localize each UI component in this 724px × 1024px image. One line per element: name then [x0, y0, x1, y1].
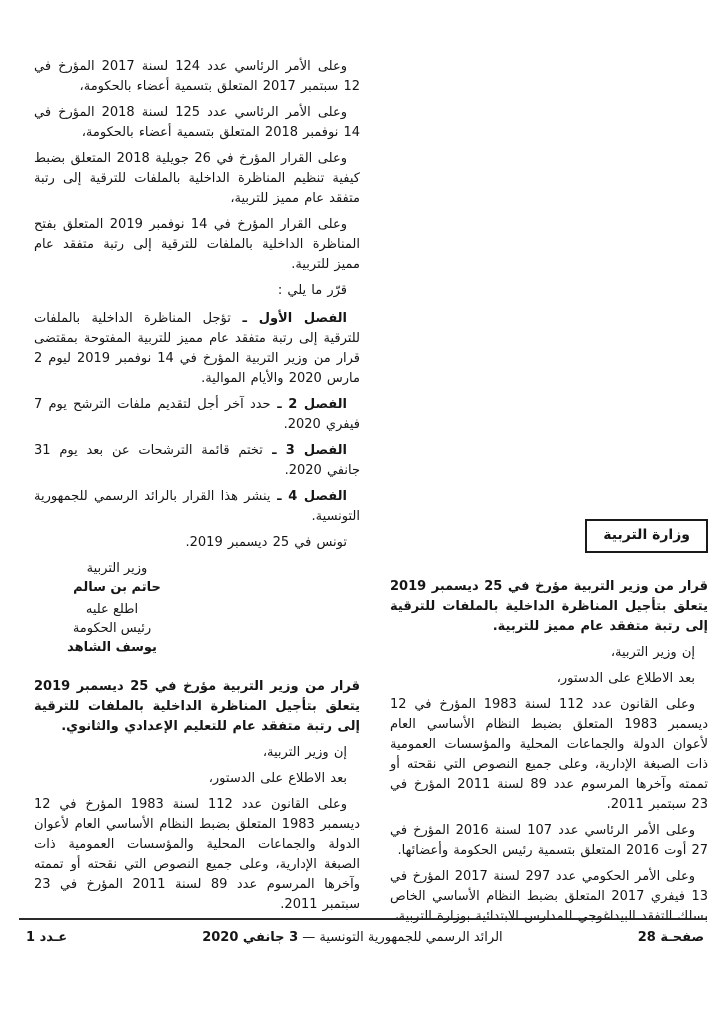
paragraph-order-125: وعلى الأمر الرئاسي عدد 125 لسنة 2018 المؤرخ في 14 نوفمبر 2018 المتعلق بتسمية أعضاء بالحكومة،: [34, 105, 360, 140]
paragraph-minister-intro-2: إن وزير التربية،: [262, 745, 347, 760]
article-4-text: ينشر هذا القرار بالرائد الرسمي للجمهورية التونسية.: [34, 489, 360, 524]
article-1-text: تؤجل المناظرة الداخلية بالملفات للترقية إلى رتبة متفقد عام مميز للتربية المفتوحة بمقتضى قرار من وزير التربية المؤرخ في 14 نوفمبر 2019 ليوم 2 مارس 2020 والأيام الموالية.: [34, 311, 360, 386]
article-2: [34, 395, 360, 435]
footer-page-number: صفحـة 28: [637, 929, 704, 945]
article-2-label: الفصل 2 ـ: [270, 397, 347, 412]
footer-journal-name: الرائد الرسمي للجمهورية التونسية —: [302, 929, 503, 945]
article-4: [34, 487, 360, 527]
signature-minister: [42, 559, 192, 597]
paragraph-minister-intro: إن وزير التربية،: [610, 645, 695, 660]
paragraph-constitution-2: بعد الاطلاع على الدستور،: [208, 771, 347, 786]
paragraph-place-date: تونس في 25 ديسمبر 2019.: [185, 535, 347, 550]
signature-hog-title: رئيس الحكومة: [72, 621, 152, 636]
footer-journal-date: 3 جانفي 2020: [202, 929, 299, 945]
article-4-label: الفصل 4 ـ: [270, 489, 347, 504]
footer-divider: [19, 918, 707, 920]
signature-head-of-government: [37, 600, 187, 657]
article-2-text: حدد آخر أجل لتقديم ملفات الترشح يوم 7 فيفري 2020.: [34, 397, 360, 432]
paragraph-law-112-2: وعلى القانون عدد 112 لسنة 1983 المؤرخ في 12 ديسمبر 1983 المتعلق بضبط النظام الأساسي العام لأعوان الدولة والجماعات المحلية والمؤسسات العمومية ذات الصبغة الإدارية، وعلى جميع النصوص التي نقحته أو تممته وآخرها المرسوم عدد 89 لسنة 2011 المؤرخ في 23 سبتمبر 2011.: [34, 797, 361, 912]
signature-seen-label: اطلع عليه: [85, 602, 139, 617]
signature-minister-title: وزير التربية: [86, 561, 148, 576]
article-1: [34, 309, 360, 389]
column-right: [390, 519, 708, 933]
signature-hog-name: يوسف الشاهد: [67, 640, 157, 655]
paragraph-decision-2019: وعلى القرار المؤرخ في 14 نوفمبر 2019 المتعلق بفتح المناظرة الداخلية بالملفات للترقية إلى رتبة متفقد عام مميز للتربية.: [34, 217, 360, 272]
decree-heading: قرار من وزير التربية مؤرخ في 25 ديسمبر 2019 يتعلق بتأجيل المناظرة الداخلية بالملفات للترقية إلى رتبة متفقد عام مميز للتربية.: [390, 579, 708, 634]
footer: [26, 926, 704, 948]
paragraph-constitution: بعد الاطلاع على الدستور،: [556, 671, 695, 686]
article-3-label: الفصل 3 ـ: [262, 443, 348, 458]
article-1-label: الفصل الأول ـ: [230, 311, 348, 326]
decree-2-heading: قرار من وزير التربية مؤرخ في 25 ديسمبر 2019 يتعلق بتأجيل المناظرة الداخلية بالملفات للترقية إلى رتبة متفقد عام للتعليم الإعدادي والثانوي.: [34, 679, 360, 734]
ministry-badge: وزارة التربية: [585, 519, 708, 553]
article-3-text: تختم قائمة الترشحات عن بعد يوم 31 جانفي 2020.: [34, 443, 360, 478]
article-3: [34, 441, 360, 481]
footer-journal-title: [202, 930, 502, 945]
paragraph-gov-order-297: وعلى الأمر الحكومي عدد 297 لسنة 2017 المؤرخ في 13 فيفري 2017 المتعلق بضبط النظام الأساسي الخاص بسلك التفقد البيداغوجي للمدارس الابتدائية بوزارة التربية،: [390, 869, 709, 924]
paragraph-law-112: وعلى القانون عدد 112 لسنة 1983 المؤرخ في 12 ديسمبر 1983 المتعلق بضبط النظام الأساسي العام لأعوان الدولة والجماعات المحلية والمؤسسات العمومية ذات الصبغة الإدارية، وعلى جميع النصوص التي نقحته أو تممته وآخرها المرسوم عدد 89 لسنة 2011 المؤرخ في 23 سبتمبر 2011.: [390, 697, 709, 812]
column-left: [34, 57, 360, 921]
paragraph-order-124: وعلى الأمر الرئاسي عدد 124 لسنة 2017 المؤرخ في 12 سبتمبر 2017 المتعلق بتسمية أعضاء بالحكومة،: [34, 59, 360, 94]
footer-issue-number: عـدد 1: [26, 929, 68, 945]
signature-minister-name: حاتم بن سالم: [73, 580, 161, 595]
paragraph-order-107: وعلى الأمر الرئاسي عدد 107 لسنة 2016 المؤرخ في 27 أوت 2016 المتعلق بتسمية رئيس الحكومة وأعضائها.: [390, 823, 708, 858]
paragraph-decision-2018: وعلى القرار المؤرخ في 26 جويلية 2018 المتعلق بضبط كيفية تنظيم المناظرة الداخلية بالملفات للترقية إلى رتبة متفقد عام مميز للتربية،: [34, 151, 360, 206]
ministry-badge-wrap: [390, 519, 708, 553]
paragraph-decides: قرّر ما يلي :: [277, 283, 347, 298]
